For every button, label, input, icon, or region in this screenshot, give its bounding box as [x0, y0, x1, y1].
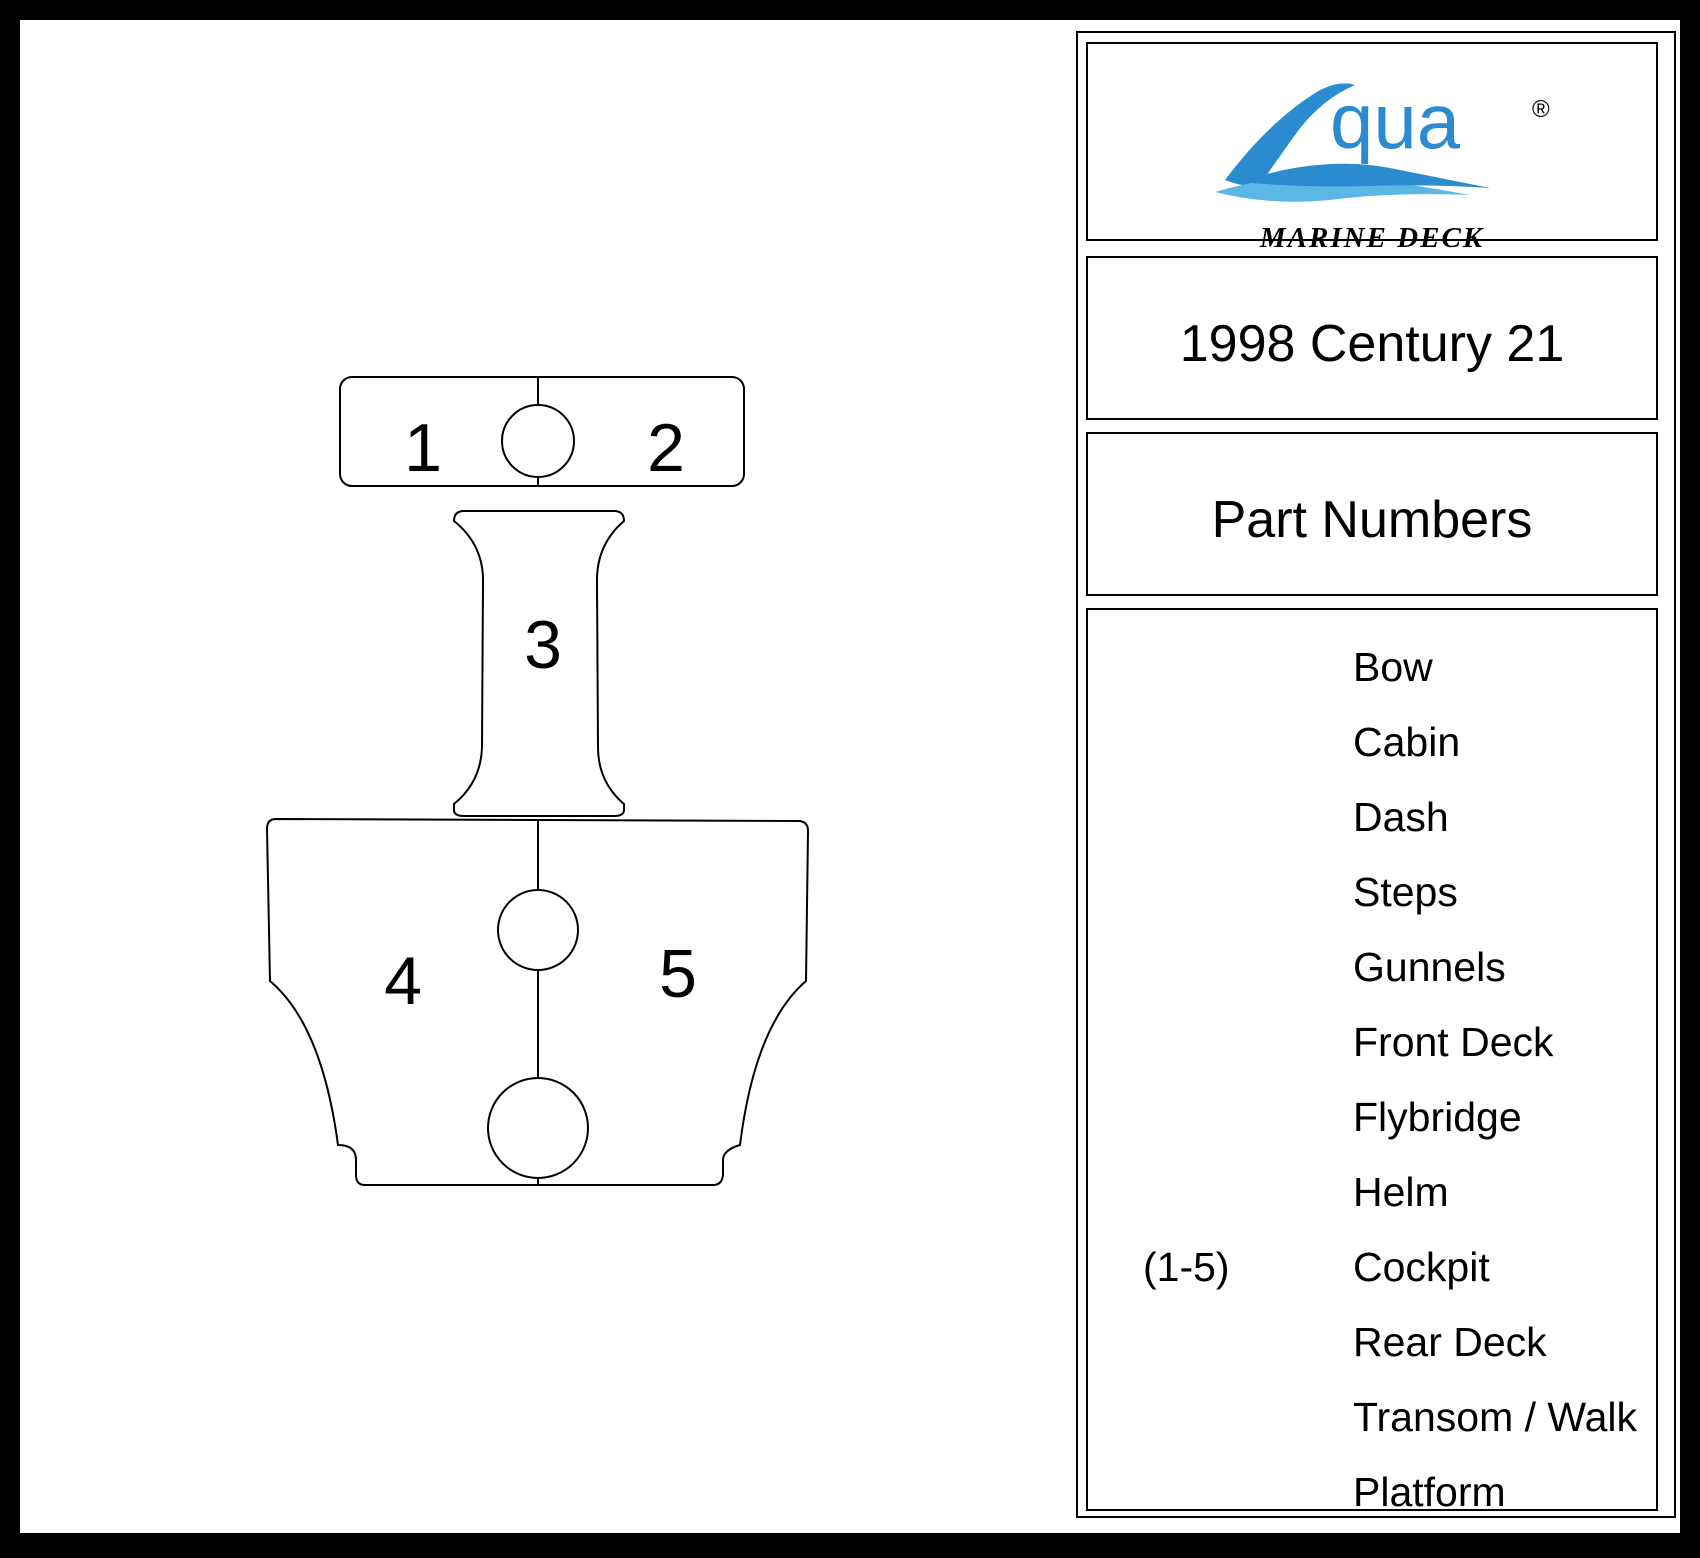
part-item-steps: Steps — [1353, 869, 1458, 915]
part-item-front-deck: Front Deck — [1353, 1019, 1554, 1065]
aqua-logo — [1210, 60, 1550, 210]
piece-4-5-cutout-upper — [498, 890, 578, 970]
part-item-helm: Helm — [1353, 1169, 1449, 1215]
part-item-transom-walk: Transom / Walk — [1353, 1394, 1637, 1440]
part-numbers-box — [1086, 432, 1658, 596]
piece-3-label: 3 — [524, 607, 562, 683]
registered-mark: ® — [1532, 96, 1550, 123]
part-item-cabin: Cabin — [1353, 719, 1461, 765]
part-item-flybridge: Flybridge — [1353, 1094, 1522, 1140]
piece-1-label: 1 — [404, 410, 442, 486]
model-title-box — [1086, 256, 1658, 420]
part-item-cockpit: Cockpit — [1353, 1244, 1490, 1290]
piece-2-label: 2 — [647, 410, 685, 486]
deck-layout-diagram — [20, 20, 1060, 1533]
part-item-gunnels: Gunnels — [1353, 944, 1506, 990]
page — [20, 20, 1680, 1533]
logo-script: qua — [1330, 77, 1461, 165]
piece-4-label: 4 — [384, 943, 422, 1019]
cockpit-part-range: (1-5) — [1143, 1244, 1230, 1290]
logo-wave-dark — [1240, 164, 1490, 188]
piece-1-2-cutout — [502, 405, 574, 477]
model-title: 1998 Century 21 — [1179, 315, 1565, 373]
part-numbers-heading: Part Numbers — [1211, 491, 1533, 549]
part-item-bow: Bow — [1353, 644, 1433, 690]
piece-5-label: 5 — [659, 936, 697, 1012]
part-item-dash: Dash — [1353, 794, 1449, 840]
logo-tagline: MARINE DECK — [1259, 222, 1485, 254]
part-item-rear-deck: Rear Deck — [1353, 1319, 1547, 1365]
piece-4-5-cutout-lower — [488, 1078, 588, 1178]
part-item-platform: Platform — [1353, 1469, 1506, 1515]
